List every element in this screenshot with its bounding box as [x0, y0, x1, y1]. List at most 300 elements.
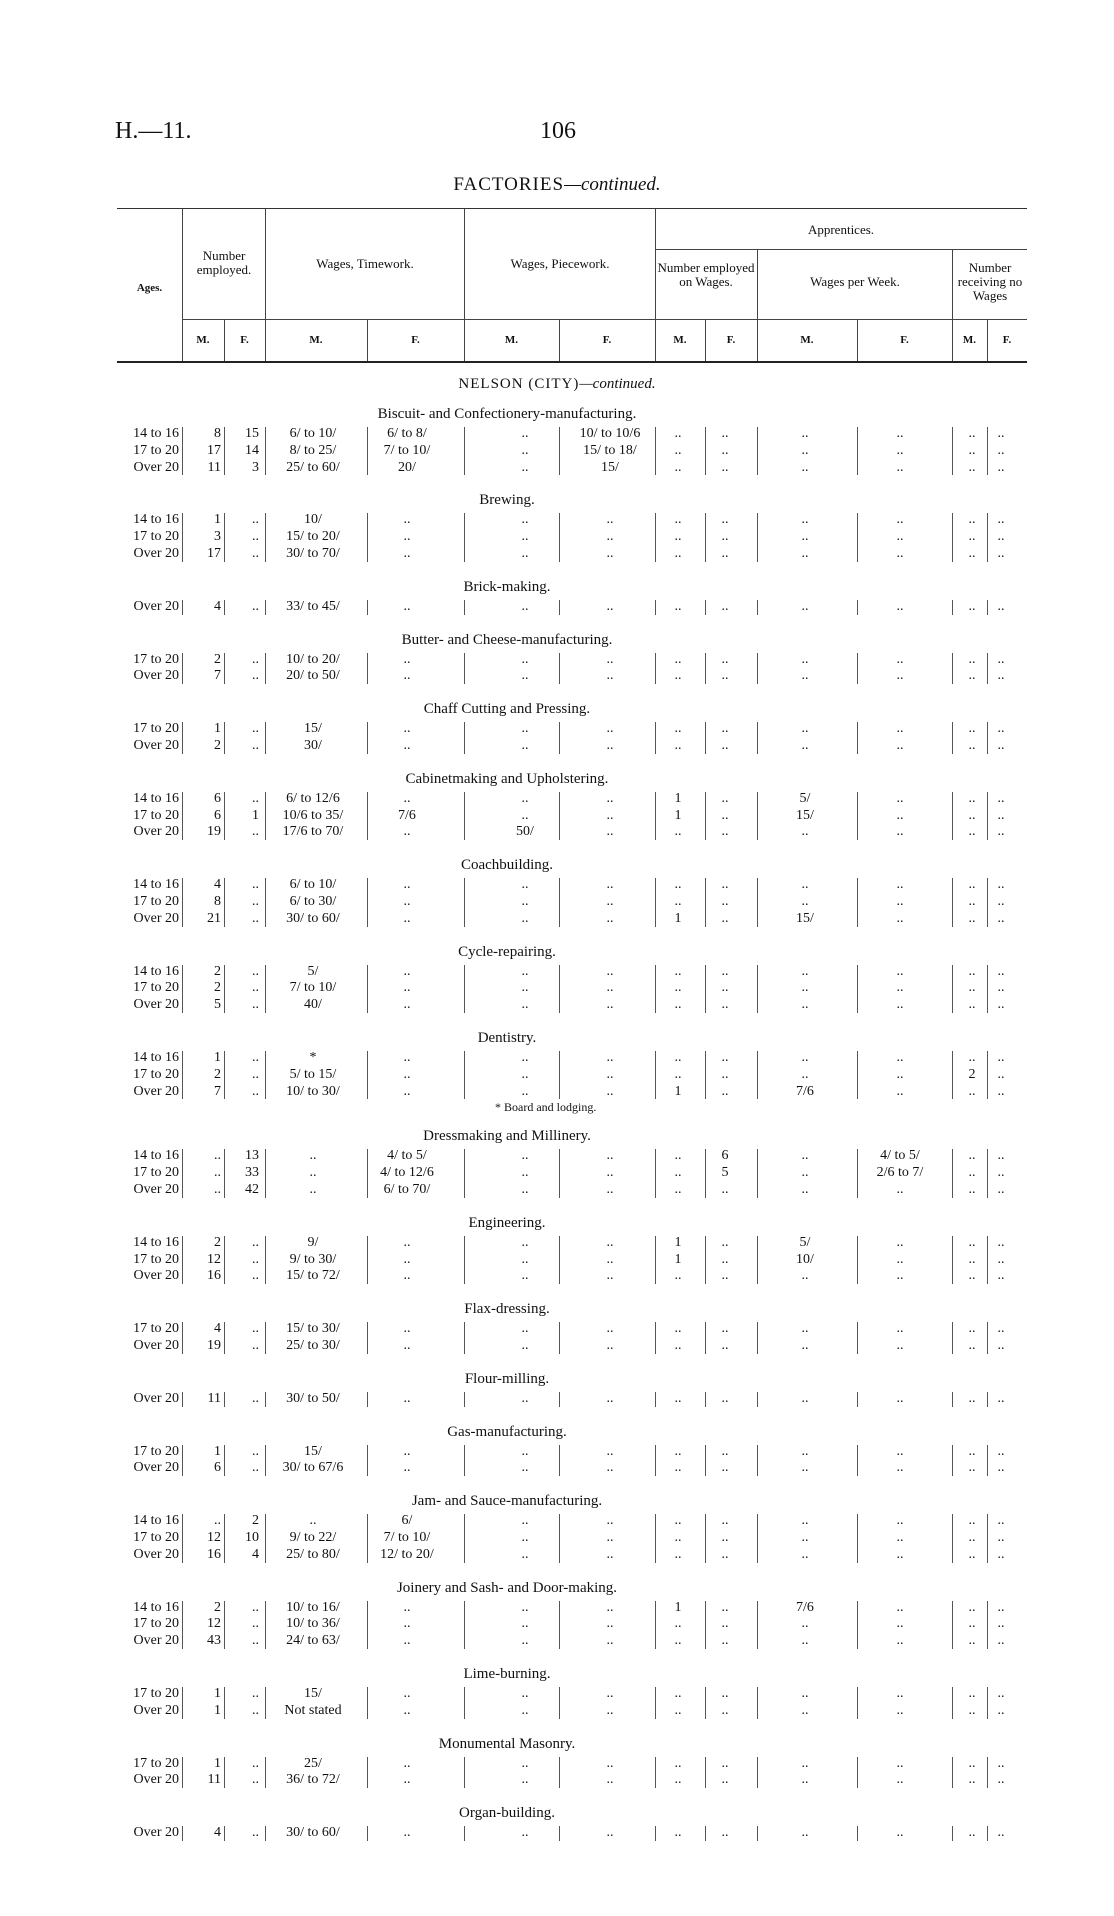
column-rule	[367, 1236, 368, 1284]
column-rule	[367, 792, 368, 840]
column-rule	[559, 722, 560, 754]
cell-no-wage-m: ..	[968, 1268, 976, 1284]
cell-age: Over 20	[133, 1633, 179, 1649]
cell-apprentice-employed-m: ..	[674, 1066, 682, 1082]
cell-apprentice-employed-m: ..	[674, 721, 682, 737]
cell-no-wage-f: ..	[997, 598, 1005, 614]
header-f: F.	[602, 334, 612, 346]
column-rule	[182, 792, 183, 840]
cell-apprentice-wage-m: ..	[801, 1513, 809, 1529]
column-rule	[265, 1236, 266, 1284]
cell-apprentice-wage-f: ..	[896, 442, 904, 458]
column-rule	[559, 1757, 560, 1789]
cell-apprentice-wage-m: ..	[801, 1686, 809, 1701]
cell-timework-f: ..	[403, 1050, 411, 1065]
cell-age: 17 to 20	[133, 651, 179, 667]
column-rule	[952, 1687, 953, 1719]
column-rule	[857, 1322, 858, 1354]
column-rule	[705, 1687, 706, 1719]
cell-piecework-f: ..	[606, 824, 614, 840]
cell-age: Over 20	[133, 545, 179, 561]
cell-no-wage-m: ..	[968, 1616, 976, 1632]
column-rule	[559, 1149, 560, 1197]
column-rule	[464, 1826, 465, 1841]
cell-number-m: 4	[214, 1321, 221, 1337]
cell-apprentice-wage-m: ..	[801, 1181, 809, 1197]
column-rule	[224, 1687, 225, 1719]
cell-piecework-f: 15/ to 18/	[583, 442, 637, 458]
cell-no-wage-f: ..	[997, 980, 1005, 996]
cell-apprentice-wage-f: ..	[896, 459, 904, 475]
cell-apprentice-wage-m: ..	[801, 668, 809, 684]
cell-number-m: 6	[214, 790, 221, 806]
cell-piecework-f: ..	[606, 1616, 614, 1632]
cell-timework-m: 6/ to 30/	[289, 893, 337, 909]
cell-piecework-m: ..	[521, 1050, 529, 1065]
column-rule	[464, 653, 465, 685]
column-rule	[224, 1236, 225, 1284]
cell-no-wage-m: ..	[968, 1050, 976, 1065]
cell-apprentice-employed-m: ..	[674, 1268, 682, 1284]
column-rule	[987, 653, 988, 685]
cell-no-wage-m: ..	[968, 1251, 976, 1267]
cell-piecework-m: ..	[521, 1633, 529, 1649]
column-rule	[182, 1445, 183, 1477]
cell-number-m: ..	[214, 1513, 221, 1529]
cell-number-m: 7	[214, 1083, 221, 1099]
cell-number-f: ..	[252, 1337, 259, 1353]
column-rule	[559, 1826, 560, 1841]
column-rule	[367, 1051, 368, 1099]
column-rule	[705, 513, 706, 561]
cell-apprentice-wage-m: 5/	[799, 790, 811, 806]
column-rule	[987, 1236, 988, 1284]
cell-apprentice-employed-f: ..	[721, 807, 729, 823]
cell-age: 14 to 16	[133, 877, 179, 893]
cell-piecework-f: ..	[606, 1443, 614, 1459]
section-title: Dressmaking and Millinery.	[423, 1128, 591, 1145]
cell-piecework-f: ..	[606, 997, 614, 1013]
column-rule	[559, 1687, 560, 1719]
cell-apprentice-wage-f: ..	[896, 1234, 904, 1250]
cell-no-wage-m: ..	[968, 963, 976, 979]
cell-number-m: 16	[207, 1546, 221, 1562]
cell-apprentice-wage-m: ..	[801, 442, 809, 458]
cell-apprentice-wage-f: ..	[896, 1772, 904, 1788]
column-rule	[857, 1687, 858, 1719]
cell-apprentice-wage-m: ..	[801, 1165, 809, 1181]
cell-apprentice-wage-m: ..	[801, 1546, 809, 1562]
cell-apprentice-wage-f: ..	[896, 1702, 904, 1718]
cell-no-wage-m: ..	[968, 1390, 976, 1406]
cell-apprentice-employed-m: ..	[674, 1337, 682, 1353]
cell-age: 14 to 16	[133, 1599, 179, 1615]
cell-timework-m: 33/ to 45/	[286, 598, 340, 614]
column-rule	[464, 1149, 465, 1197]
column-rule	[265, 1149, 266, 1197]
cell-apprentice-employed-m: ..	[674, 668, 682, 684]
cell-apprentice-employed-m: ..	[674, 1755, 682, 1771]
cell-number-f: 4	[252, 1546, 259, 1562]
cell-timework-m: 17/6 to 70/	[282, 824, 344, 840]
column-rule	[857, 427, 858, 475]
table-row	[117, 1084, 1027, 1100]
cell-apprentice-wage-m: 5/	[799, 1234, 811, 1250]
cell-number-f: ..	[252, 1599, 259, 1615]
cell-number-f: ..	[252, 1234, 259, 1250]
cell-piecework-f: ..	[606, 1234, 614, 1250]
header-wages-piecework: Wages, Piecework.	[510, 256, 610, 271]
cell-apprentice-wage-m: ..	[801, 529, 809, 545]
cell-number-f: ..	[252, 963, 259, 979]
page-title	[0, 174, 1114, 196]
cell-apprentice-employed-f: ..	[721, 1066, 729, 1082]
cell-apprentice-employed-m: ..	[674, 1443, 682, 1459]
cell-timework-f: ..	[403, 545, 411, 561]
column-rule	[182, 878, 183, 926]
cell-apprentice-employed-f: ..	[721, 1755, 729, 1771]
cell-number-m: 2	[214, 651, 221, 667]
cell-timework-f: ..	[403, 598, 411, 614]
cell-apprentice-employed-m: ..	[674, 1165, 682, 1181]
cell-no-wage-f: ..	[997, 1321, 1005, 1337]
cell-no-wage-f: ..	[997, 668, 1005, 684]
column-rule	[655, 1392, 656, 1407]
cell-apprentice-wage-m: 7/6	[796, 1599, 814, 1615]
cell-apprentice-wage-f: ..	[896, 1460, 904, 1476]
cell-age: 17 to 20	[133, 1443, 179, 1459]
cell-piecework-m: ..	[521, 545, 529, 561]
column-rule	[367, 878, 368, 926]
column-rule	[182, 722, 183, 754]
cell-apprentice-employed-m: ..	[674, 893, 682, 909]
cell-timework-f: ..	[403, 1390, 411, 1406]
cell-no-wage-f: ..	[997, 737, 1005, 753]
column-rule	[952, 1236, 953, 1284]
cell-apprentice-wage-f: ..	[896, 1390, 904, 1406]
cell-timework-f: ..	[403, 1755, 411, 1771]
cell-age: 14 to 16	[133, 1234, 179, 1250]
column-rule	[224, 600, 225, 615]
cell-timework-f: ..	[403, 721, 411, 737]
column-rule	[952, 1601, 953, 1649]
cell-apprentice-wage-f: ..	[896, 651, 904, 667]
cell-apprentice-wage-m: ..	[801, 721, 809, 737]
column-rule	[655, 792, 656, 840]
region-suffix: —continued.	[579, 376, 656, 392]
cell-apprentice-wage-f: ..	[896, 1513, 904, 1529]
column-rule	[464, 878, 465, 926]
column-rule	[705, 722, 706, 754]
column-rule	[987, 1687, 988, 1719]
cell-number-f: 13	[245, 1148, 259, 1164]
column-rule	[952, 427, 953, 475]
cell-timework-f: ..	[403, 824, 411, 840]
cell-age: 17 to 20	[133, 1066, 179, 1082]
cell-piecework-f: ..	[606, 790, 614, 806]
table-row	[117, 652, 1027, 668]
cell-number-m: 11	[207, 1772, 221, 1788]
cell-piecework-f: ..	[606, 529, 614, 545]
header-no-wages: Number receiving no Wages	[957, 260, 1023, 303]
cell-piecework-m: ..	[521, 790, 529, 806]
column-rule	[265, 427, 266, 475]
cell-number-m: ..	[214, 1148, 221, 1164]
cell-age: Over 20	[133, 668, 179, 684]
header-m: M.	[673, 334, 687, 346]
region-title	[0, 376, 1114, 393]
cell-no-wage-m: ..	[968, 1825, 976, 1841]
column-rule	[952, 653, 953, 685]
cell-piecework-f: ..	[606, 963, 614, 979]
column-rule	[952, 1149, 953, 1197]
column-rule	[705, 1445, 706, 1477]
cell-number-m: 1	[214, 1702, 221, 1718]
cell-piecework-f: ..	[606, 1702, 614, 1718]
column-rule	[987, 1392, 988, 1407]
cell-piecework-f: ..	[606, 1772, 614, 1788]
cell-piecework-m: ..	[521, 1755, 529, 1771]
cell-no-wage-f: ..	[997, 1251, 1005, 1267]
column-rule	[705, 1392, 706, 1407]
cell-no-wage-f: ..	[997, 1633, 1005, 1649]
cell-number-m: 43	[207, 1633, 221, 1649]
column-rule	[265, 1445, 266, 1477]
column-rule	[705, 653, 706, 685]
cell-apprentice-wage-f: ..	[896, 824, 904, 840]
cell-no-wage-m: ..	[968, 442, 976, 458]
cell-timework-m: 10/ to 30/	[286, 1083, 340, 1099]
cell-timework-f: 6/ to 70/	[383, 1181, 431, 1197]
cell-age: Over 20	[133, 824, 179, 840]
cell-timework-m: 25/	[304, 1755, 322, 1771]
column-rule	[367, 722, 368, 754]
cell-timework-m: 15/	[304, 1443, 322, 1459]
cell-apprentice-employed-f: ..	[721, 877, 729, 893]
table-row	[117, 1338, 1027, 1354]
cell-apprentice-employed-f: ..	[721, 1337, 729, 1353]
cell-apprentice-wage-f: ..	[896, 997, 904, 1013]
cell-number-f: 33	[245, 1165, 259, 1181]
cell-age: 14 to 16	[133, 963, 179, 979]
column-rule	[857, 792, 858, 840]
table-row	[117, 512, 1027, 528]
cell-timework-m: 25/ to 60/	[286, 459, 340, 475]
cell-timework-m: 30/ to 70/	[286, 545, 340, 561]
cell-apprentice-employed-f: ..	[721, 668, 729, 684]
table-row	[117, 1756, 1027, 1772]
cell-timework-m: 10/ to 20/	[286, 651, 340, 667]
column-rule	[367, 1687, 368, 1719]
column-rule	[559, 1051, 560, 1099]
cell-number-m: 12	[207, 1251, 221, 1267]
cell-piecework-f: ..	[606, 1148, 614, 1164]
cell-timework-m: 15/ to 20/	[286, 529, 340, 545]
column-rule	[857, 1514, 858, 1562]
cell-timework-f: ..	[403, 1443, 411, 1459]
cell-apprentice-employed-m: ..	[674, 529, 682, 545]
cell-number-f: ..	[252, 1321, 259, 1337]
column-rule	[655, 1601, 656, 1649]
section-title: Chaff Cutting and Pressing.	[423, 701, 591, 718]
header-employed-on-wages: Number employed on Wages.	[657, 260, 755, 289]
cell-number-m: 1	[214, 721, 221, 737]
cell-piecework-f: ..	[606, 910, 614, 926]
cell-apprentice-employed-m: 1	[674, 1083, 682, 1099]
cell-piecework-f: ..	[606, 1181, 614, 1197]
cell-no-wage-m: ..	[968, 1083, 976, 1099]
cell-timework-m: 6/ to 10/	[289, 877, 337, 893]
section-title: Joinery and Sash- and Door-making.	[396, 1579, 618, 1596]
column-rule	[757, 1236, 758, 1284]
cell-piecework-f: ..	[606, 1633, 614, 1649]
cell-timework-f: 12/ to 20/	[380, 1546, 434, 1562]
section-title: Cycle-repairing.	[458, 943, 556, 960]
column-rule	[265, 513, 266, 561]
column-rule	[705, 1514, 706, 1562]
cell-piecework-f: ..	[606, 1390, 614, 1406]
cell-no-wage-m: ..	[968, 1755, 976, 1771]
column-rule	[265, 792, 266, 840]
table-row	[117, 1530, 1027, 1546]
cell-timework-m: 15/ to 30/	[286, 1321, 340, 1337]
cell-timework-m: *	[309, 1050, 317, 1065]
cell-number-m: 8	[214, 893, 221, 909]
cell-timework-f: ..	[403, 1066, 411, 1082]
column-rule	[559, 1392, 560, 1407]
cell-timework-f: ..	[403, 529, 411, 545]
cell-piecework-f: ..	[606, 1599, 614, 1615]
cell-apprentice-wage-m: ..	[801, 824, 809, 840]
cell-no-wage-f: ..	[997, 1460, 1005, 1476]
cell-piecework-m: ..	[521, 877, 529, 893]
cell-number-m: 6	[214, 1460, 221, 1476]
cell-no-wage-f: ..	[997, 442, 1005, 458]
cell-piecework-f: ..	[606, 668, 614, 684]
cell-apprentice-employed-f: ..	[721, 459, 729, 475]
section-title: Organ-building.	[459, 1805, 555, 1822]
cell-apprentice-employed-m: 1	[674, 1599, 682, 1615]
cell-piecework-f: ..	[606, 1066, 614, 1082]
cell-number-m: 2	[214, 980, 221, 996]
cell-apprentice-employed-f: ..	[721, 1772, 729, 1788]
cell-number-m: 4	[214, 1825, 221, 1841]
column-rule	[224, 1051, 225, 1099]
cell-timework-f: ..	[403, 1633, 411, 1649]
column-rule	[757, 1514, 758, 1562]
cell-timework-m: ..	[309, 1165, 317, 1181]
cell-apprentice-wage-f: ..	[896, 1251, 904, 1267]
cell-apprentice-employed-m: ..	[674, 1825, 682, 1841]
page-number: 106	[540, 118, 576, 144]
cell-apprentice-wage-f: ..	[896, 1443, 904, 1459]
cell-piecework-m: ..	[521, 1772, 529, 1788]
table-row	[117, 529, 1027, 545]
cell-no-wage-f: ..	[997, 1148, 1005, 1164]
table-row	[117, 808, 1027, 824]
cell-number-f: ..	[252, 877, 259, 893]
section-title: Flax-dressing.	[464, 1301, 550, 1318]
cell-apprentice-wage-m: ..	[801, 1066, 809, 1082]
column-rule	[559, 427, 560, 475]
cell-number-m: 5	[214, 997, 221, 1013]
column-rule	[857, 878, 858, 926]
table-row	[117, 1182, 1027, 1198]
cell-apprentice-wage-m: ..	[801, 598, 809, 614]
cell-age: Over 20	[133, 1083, 179, 1099]
cell-apprentice-wage-f: ..	[896, 963, 904, 979]
cell-apprentice-employed-m: 1	[674, 1251, 682, 1267]
column-rule	[857, 1445, 858, 1477]
cell-no-wage-f: ..	[997, 651, 1005, 667]
cell-piecework-f: ..	[606, 598, 614, 614]
cell-piecework-m: ..	[521, 1546, 529, 1562]
header-f: F.	[1002, 334, 1012, 346]
table-row	[117, 1547, 1027, 1563]
cell-timework-f: ..	[403, 651, 411, 667]
cell-timework-f: ..	[403, 877, 411, 893]
column-rule	[857, 600, 858, 615]
column-rule	[952, 1445, 953, 1477]
cell-no-wage-m: ..	[968, 1599, 976, 1615]
table-row	[117, 1616, 1027, 1632]
cell-number-m: 4	[214, 877, 221, 893]
cell-number-f: ..	[252, 1755, 259, 1771]
column-rule	[987, 427, 988, 475]
section-title: Brewing.	[479, 492, 535, 509]
column-rule	[367, 1149, 368, 1197]
cell-no-wage-f: ..	[997, 1599, 1005, 1615]
cell-no-wage-f: ..	[997, 1755, 1005, 1771]
column-rule	[705, 427, 706, 475]
cell-number-f: 2	[252, 1513, 259, 1529]
column-rule	[757, 878, 758, 926]
column-rule	[857, 513, 858, 561]
cell-apprentice-employed-f: ..	[721, 1234, 729, 1250]
column-rule	[367, 1514, 368, 1562]
cell-apprentice-employed-f: ..	[721, 1268, 729, 1284]
cell-apprentice-wage-f: ..	[896, 529, 904, 545]
cell-apprentice-wage-f: ..	[896, 1529, 904, 1545]
cell-apprentice-wage-f: ..	[896, 1050, 904, 1065]
cell-no-wage-m: ..	[968, 1148, 976, 1164]
cell-piecework-m: ..	[521, 893, 529, 909]
column-rule	[757, 1826, 758, 1841]
cell-piecework-f: ..	[606, 1513, 614, 1529]
cell-apprentice-wage-f: ..	[896, 877, 904, 893]
column-rule	[655, 427, 656, 475]
cell-timework-f: ..	[403, 1599, 411, 1615]
footnote: * Board and lodging.	[495, 1100, 597, 1115]
cell-age: Over 20	[133, 1181, 179, 1197]
cell-piecework-m: ..	[521, 529, 529, 545]
column-rule	[757, 1322, 758, 1354]
title-suffix: —continued.	[564, 174, 661, 195]
cell-apprentice-wage-f: ..	[896, 1268, 904, 1284]
cell-number-m: 12	[207, 1616, 221, 1632]
cell-no-wage-m: ..	[968, 1513, 976, 1529]
cell-timework-f: 20/	[398, 459, 416, 475]
cell-no-wage-m: ..	[968, 459, 976, 475]
column-rule	[559, 1601, 560, 1649]
cell-apprentice-wage-m: ..	[801, 1772, 809, 1788]
column-rule	[987, 965, 988, 1013]
cell-timework-m: 36/ to 72/	[286, 1772, 340, 1788]
cell-piecework-m: ..	[521, 668, 529, 684]
section-title: Jam- and Sauce-manufacturing.	[411, 1493, 603, 1510]
column-rule	[182, 1601, 183, 1649]
column-rule	[182, 653, 183, 685]
